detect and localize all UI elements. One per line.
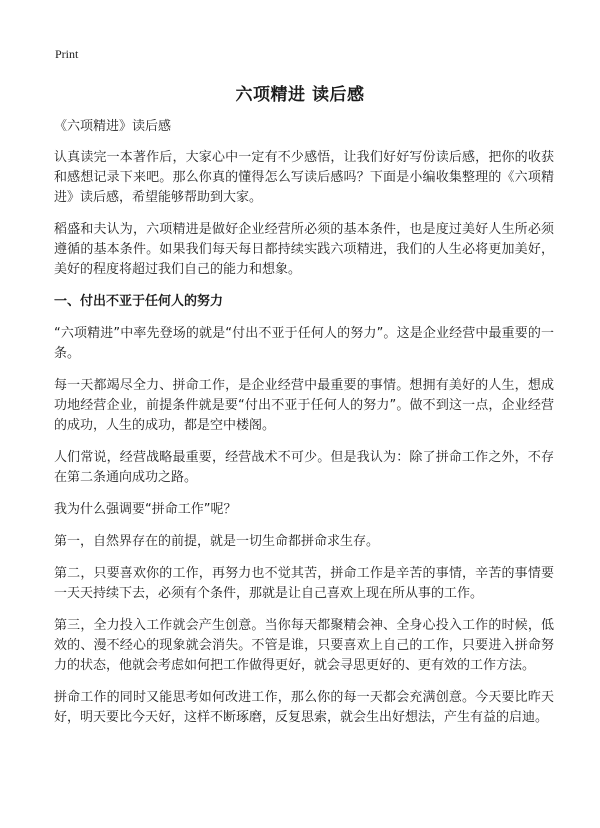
section-heading: 一、付出不亚于任何人的努力: [54, 294, 224, 309]
section-paragraph: “六项精进”中率先登场的就是“付出不亚于任何人的努力”。这是企业经营中最重要的一条。: [54, 326, 554, 361]
print-label: Print: [55, 47, 79, 61]
section-paragraph: 每一天都竭尽全力、拼命工作，是企业经营中最重要的事情。想拥有美好的人生，想成功地经营企业，前提条件就是要“付出不亚于任何人的努力”。做不到这一点，企业经营的成功，人生的成功，都是空中楼阁。: [54, 378, 554, 433]
section-paragraph: 第一，自然界存在的前提，就是一切生命都拼命求生存。: [54, 534, 380, 549]
section-paragraph: 拼命工作的同时又能思考如何改进工作，那么你的每一天都会充满创意。今天要比昨天好，明天要比今天好，这样不断琢磨，反复思索，就会生出好想法，产生有益的启迪。: [54, 690, 554, 725]
document-body: [54, 118, 554, 740]
subtitle: 《六项精进》读后感: [54, 119, 172, 134]
intro-paragraph: 稻盛和夫认为，六项精进是做好企业经营所必须的基本条件，也是度过美好人生所必须遵循的基本条件。如果我们每天每日都持续实践六项精进，我们的人生必将更加美好，美好的程度将超过我们自己的能力和想象。: [54, 222, 554, 277]
section-paragraph: 第二，只要喜欢你的工作，再努力也不觉其苦，拼命工作是辛苦的事情，辛苦的事情要一天天持续下去，必须有个条件，那就是让自己喜欢上现在所从事的工作。: [54, 566, 554, 601]
intro-paragraph: 认真读完一本著作后，大家心中一定有不少感悟，让我们好好写份读后感，把你的收获和感想记录下来吧。那么你真的懂得怎么写读后感吗？下面是小编收集整理的《六项精进》读后感，希望能够帮助到大家。: [54, 150, 554, 205]
section-paragraph: 第三，全力投入工作就会产生创意。当你每天都聚精会神、全身心投入工作的时候，低效的、漫不经心的现象就会消失。不管是谁，只要喜欢上自己的工作，只要进入拼命努力的状态，他就会考虑如何把工作做得更好，就会寻思更好的、更有效的工作方法。: [54, 618, 554, 673]
page-title: 六项精进 读后感: [235, 85, 365, 105]
section-paragraph: 我为什么强调要“拼命工作”呢？: [54, 502, 237, 517]
section-paragraph: 人们常说，经营战略最重要，经营战术不可少。但是我认为：除了拼命工作之外，不存在第二条通向成功之路。: [54, 450, 554, 485]
